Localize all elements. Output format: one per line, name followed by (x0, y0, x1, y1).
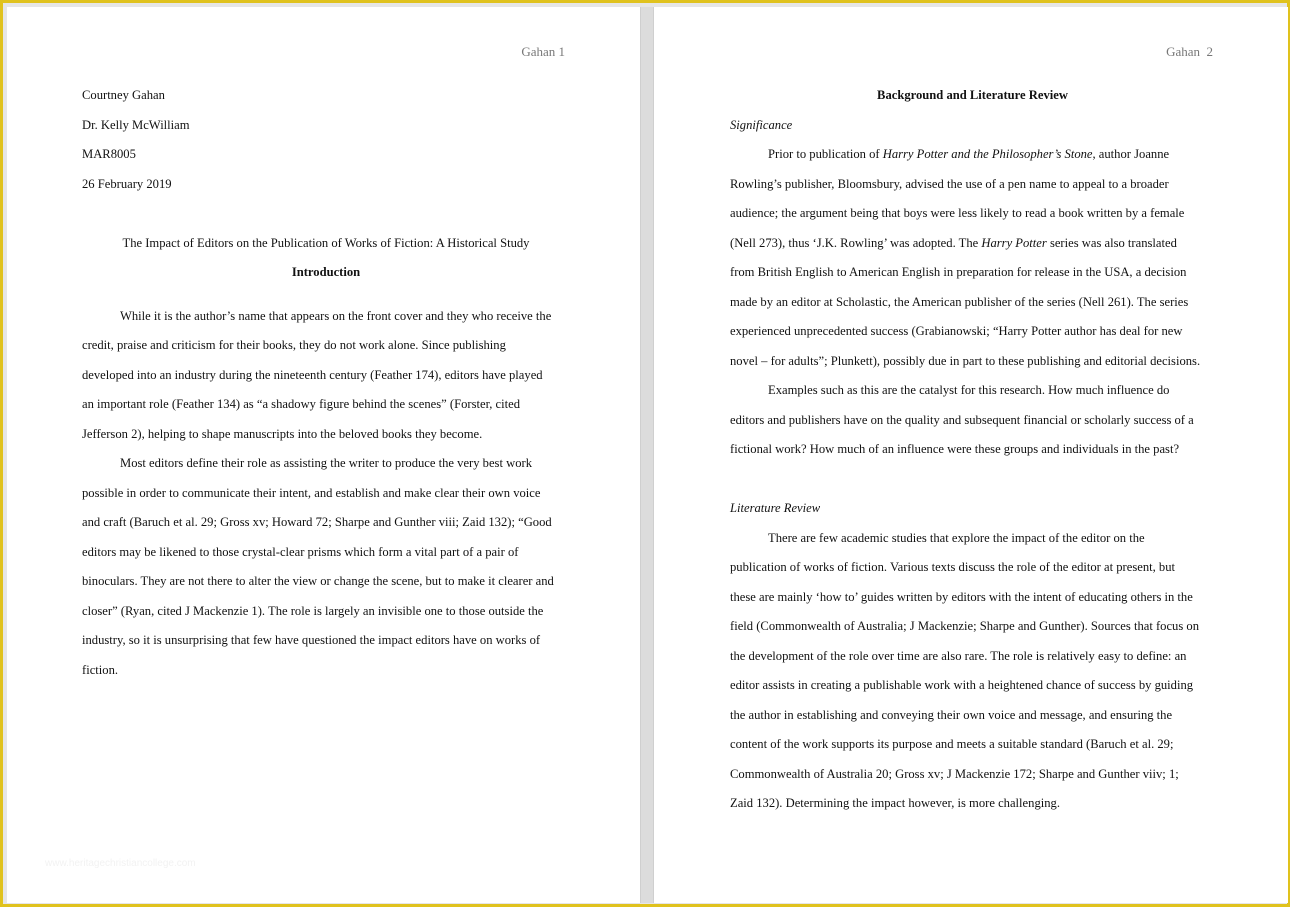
text-line: audience; the argument being that boys were less likely to read a book written by a female (730, 206, 1185, 220)
text-line: editors may be likened to those crystal-clear prisms which form a vital part of a pair of (82, 544, 519, 559)
text-line: editors and publishers have on the quality and subsequent financial or scholarly success of a (730, 412, 1194, 427)
page-header: Gahan 2 (1166, 44, 1213, 59)
text-line: credit, praise and criticism for their books, they do not work alone. Since publishing (82, 338, 506, 352)
text-line: There are few academic studies that explore the impact of the editor on the (768, 530, 1145, 545)
page-2 (654, 7, 1288, 903)
paragraph (730, 524, 1215, 819)
paragraph (82, 449, 570, 685)
text-line: and craft (Baruch et al. 29; Gross xv; Howard 72; Sharpe and Gunther viii; Zaid 132); “Good (82, 515, 552, 529)
text-line: possible in order to communicate their intent, and establish and make clear their own voice (82, 485, 541, 500)
text-line: made by an editor at Scholastic, the American publisher of the series (Nell 261). The series (730, 294, 1189, 309)
text-line: field (Commonwealth of Australia; J Mackenzie; Sharpe and Gunther). Sources that focus on (730, 619, 1199, 633)
paragraph (82, 302, 570, 450)
text-line: While it is the author’s name that appears on the front cover and they who receive the (120, 308, 552, 323)
page-body (730, 81, 1215, 819)
text-line: Examples such as this are the catalyst for this research. How much influence do (768, 383, 1170, 397)
page-1 (7, 7, 640, 903)
text-line: publication of works of fiction. Various texts discuss the role of the editor at present, but (730, 560, 1176, 574)
subsection-heading: Literature Review (730, 501, 821, 515)
page-gutter (640, 7, 654, 903)
text-line: Jefferson 2), helping to shape manuscripts into the beloved books they become. (82, 426, 483, 441)
section-heading: Introduction (291, 265, 361, 279)
text-line: the development of the role over time are also rare. The role is relatively easy to define: an (730, 648, 1187, 663)
subsection-heading: Significance (730, 117, 793, 132)
paragraph (730, 376, 1215, 465)
text-line: Most editors define their role as assisting the writer to produce the very best work (120, 456, 532, 470)
text-line: these are mainly ‘how to’ guides written by editors with the intent of educating others in the (730, 589, 1193, 604)
text-line: experienced unprecedented success (Grabianowski; “Harry Potter author has deal for new (730, 324, 1183, 338)
page-body (82, 81, 570, 685)
text-line: fiction. (82, 662, 119, 677)
text-line: Prior to publication of Harry Potter and the Philosopher’s Stone, author Joanne (768, 147, 1170, 161)
paragraph (730, 140, 1215, 376)
text-line: Rowling’s publisher, Bloomsbury, advised the use of a pen name to appeal to a broader (730, 176, 1169, 191)
text-line: closer” (Ryan, cited J Mackenzie 1). The role is largely an invisible one to those outside the (82, 603, 544, 618)
page-header: Gahan 1 (521, 44, 565, 59)
paper-title: The Impact of Editors on the Publication of Works of Fiction: A Historical Study (122, 235, 530, 250)
text-line: editor assists in creating a publishable work with a heightened chance of success by guiding (730, 678, 1194, 692)
text-line: developed into an industry during the nineteenth century (Feather 174), editors have played (82, 367, 543, 382)
section-heading: Background and Literature Review (877, 88, 1068, 102)
text-line: from British English to American English in preparation for release in the USA, a decision (730, 265, 1187, 279)
text-line: Zaid 132). Determining the impact however, is more challenging. (730, 796, 1060, 810)
instructor-name: Dr. Kelly McWilliam (82, 117, 190, 132)
text-line: (Nell 273), thus ‘J.K. Rowling’ was adopted. The Harry Potter series was also translated (730, 235, 1177, 250)
course-code: MAR8005 (82, 147, 136, 161)
date: 26 February 2019 (82, 176, 172, 191)
text-line: an important role (Feather 134) as “a shadowy figure behind the scenes” (Forster, cited (82, 397, 521, 411)
text-line: industry, so it is unsurprising that few have questioned the impact editors have on works of (82, 633, 541, 647)
text-line: the author in establishing and conveying their own voice and message, and ensuring the (730, 707, 1173, 722)
author-name: Courtney Gahan (82, 88, 165, 102)
text-line: content of the work supports its purpose and meets a suitable standard (Baruch et al. 29; (730, 737, 1174, 751)
text-line: novel – for adults”; Plunkett), possibly due in part to these publishing and editorial decisions. (730, 353, 1201, 368)
text-line: binoculars. They are not there to alter the view or change the scene, but to make it clearer and (82, 574, 554, 588)
watermark: www.heritagechristiancollege.com (45, 858, 196, 869)
text-line: fictional work? How much of an influence were these groups and individuals in the past? (730, 442, 1180, 456)
text-line: Commonwealth of Australia 20; Gross xv; J Mackenzie 172; Sharpe and Gunther viiv; 1; (730, 766, 1179, 781)
